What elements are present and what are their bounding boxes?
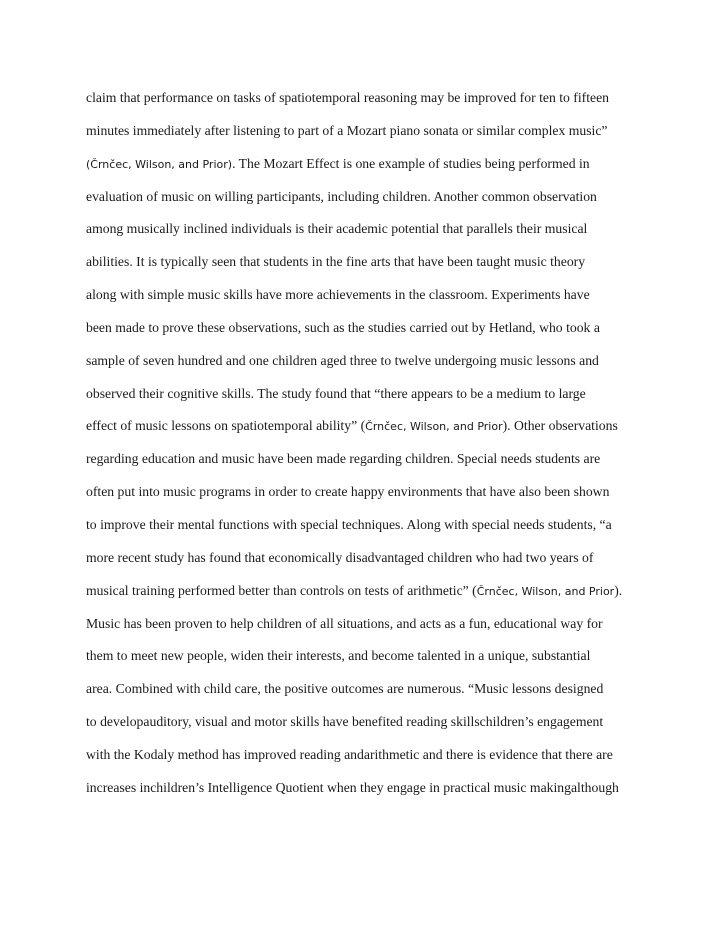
text-segment: increases inchildren’s Intelligence Quotient when they engage in practical music makingalthough — [86, 779, 619, 795]
text-line — [86, 608, 656, 641]
text-line — [86, 115, 656, 148]
text-segment: abilities. It is typically seen that students in the fine arts that have been taught music theory — [86, 254, 586, 270]
text-segment: minutes immediately after listening to part of a Mozart piano sonata or similar complex music” — [86, 122, 608, 138]
text-segment: regarding education and music have been made regarding children. Special needs students are — [86, 451, 601, 467]
text-segment: sample of seven hundred and one children aged three to twelve undergoing music lessons and — [86, 352, 599, 368]
text-line — [86, 640, 656, 673]
text-line — [86, 772, 656, 805]
text-segment: among musically inclined individuals is their academic potential that parallels their musical — [86, 221, 588, 237]
text-segment: observed their cognitive skills. The study found that “there appears to be a medium to large — [86, 385, 586, 401]
text-line — [86, 213, 656, 246]
text-line — [86, 673, 656, 706]
text-line — [86, 476, 656, 509]
text-segment: evaluation of music on willing participants, including children. Another common observation — [86, 188, 597, 204]
text-line — [86, 443, 656, 476]
text-line — [86, 181, 656, 214]
citation: Črnčec, Wilson, and Prior — [365, 420, 503, 434]
text-segment: often put into music programs in order to create happy environments that have also been shown — [86, 484, 610, 500]
text-segment: to developauditory, visual and motor skills have benefited reading skillschildren’s engagement — [86, 714, 604, 730]
text-line — [86, 739, 656, 772]
text-line — [86, 706, 656, 739]
text-line — [86, 279, 656, 312]
text-segment: ). Other observations — [502, 418, 618, 434]
citation: (Črnčec, Wilson, and Prior) — [86, 157, 233, 171]
body-text — [86, 82, 656, 805]
text-segment: been made to prove these observations, such as the studies carried out by Hetland, who took a — [86, 319, 600, 335]
text-segment: to improve their mental functions with special techniques. Along with special needs students, “a — [86, 516, 612, 532]
text-line — [86, 542, 656, 575]
text-segment: musical training performed better than controls on tests of arithmetic” ( — [86, 582, 477, 598]
text-segment: area. Combined with child care, the positive outcomes are numerous. “Music lessons designed — [86, 681, 604, 697]
text-segment: with the Kodaly method has improved reading andarithmetic and there is evidence that there are — [86, 746, 613, 762]
text-line — [86, 378, 656, 411]
text-segment: . The Mozart Effect is one example of studies being performed in — [232, 155, 590, 171]
text-segment: ). — [614, 582, 623, 598]
text-line — [86, 410, 656, 443]
text-line — [86, 575, 656, 608]
citation: Črnčec, Wilson, and Prior — [476, 584, 615, 598]
text-segment: them to meet new people, widen their interests, and become talented in a unique, substantial — [86, 648, 591, 664]
text-segment: claim that performance on tasks of spatiotemporal reasoning may be improved for ten to fifteen — [86, 90, 609, 105]
text-line — [86, 246, 656, 279]
text-line — [86, 148, 656, 181]
text-segment: effect of music lessons on spatiotemporal ability” ( — [86, 418, 366, 434]
text-line — [86, 345, 656, 378]
text-segment: more recent study has found that economically disadvantaged children who had two years of — [86, 549, 594, 565]
text-line — [86, 312, 656, 345]
text-line — [86, 509, 656, 542]
text-segment: along with simple music skills have more achievements in the classroom. Experiments have — [86, 287, 590, 303]
text-segment: Music has been proven to help children of all situations, and acts as a fun, educational way for — [86, 615, 603, 631]
text-line — [86, 82, 656, 115]
